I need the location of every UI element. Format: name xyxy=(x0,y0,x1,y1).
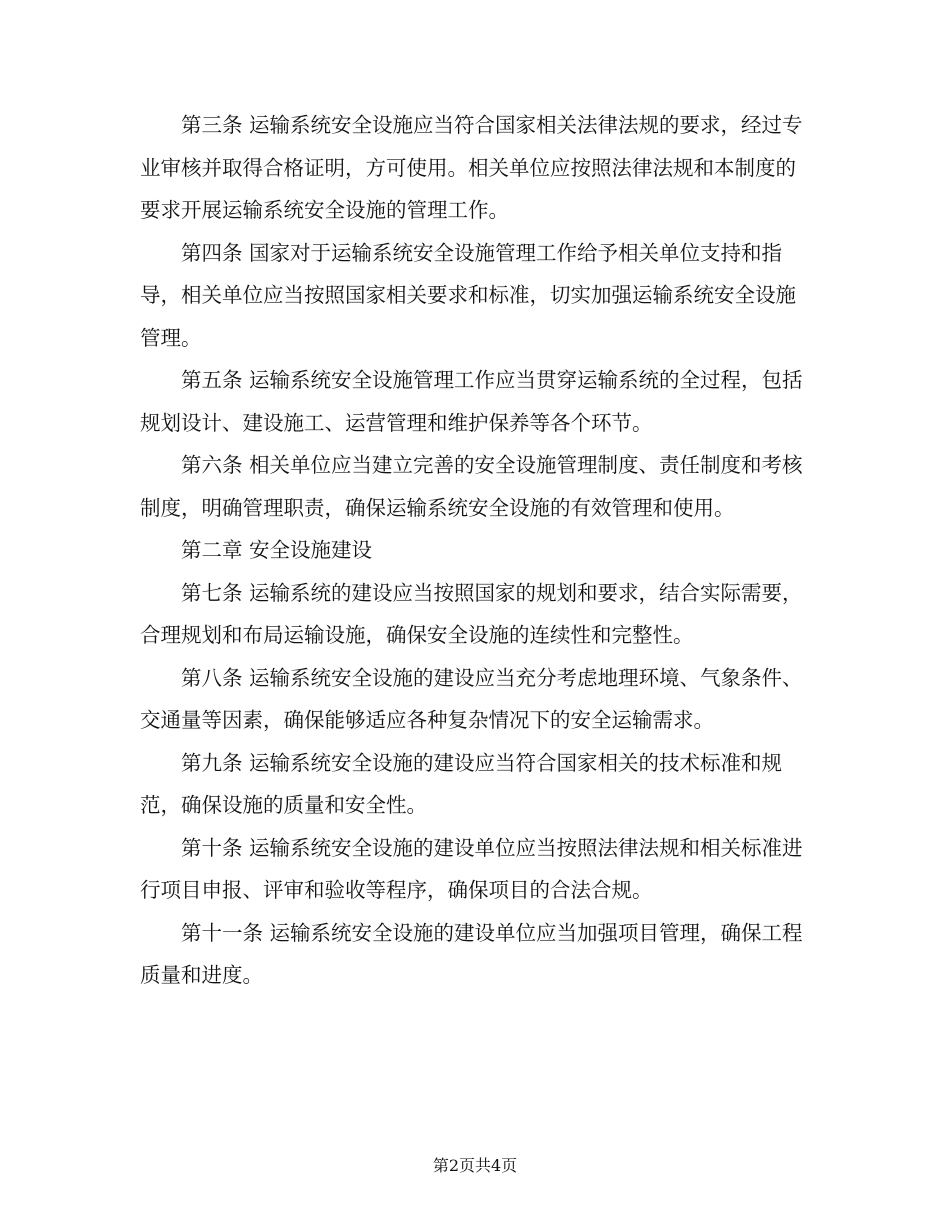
article-11-paragraph: 第十一条 运输系统安全设施的建设单位应当加强项目管理，确保工程质量和进度。 xyxy=(140,920,803,987)
document-body xyxy=(140,104,812,997)
article-7-paragraph: 第七条 运输系统的建设应当按照国家的规划和要求，结合实际需要，合理规划和布局运输设施，确保安全设施的连续性和完整性。 xyxy=(140,580,803,647)
article-9-paragraph: 第九条 运输系统安全设施的建设应当符合国家相关的技术标准和规范，确保设施的质量和安全性。 xyxy=(140,750,783,817)
article-8-paragraph: 第八条 运输系统安全设施的建设应当充分考虑地理环境、气象条件、交通量等因素，确保能够适应各种复杂情况下的安全运输需求。 xyxy=(140,665,803,732)
page-number: 第2页共4页 xyxy=(432,1156,518,1175)
article-4-paragraph: 第四条 国家对于运输系统安全设施管理工作给予相关单位支持和指导，相关单位应当按照国家相关要求和标准，切实加强运输系统安全设施管理。 xyxy=(140,240,796,350)
chapter-2-heading: 第二章 安全设施建设 xyxy=(181,538,373,562)
article-3-paragraph: 第三条 运输系统安全设施应当符合国家相关法律法规的要求，经过专业审核并取得合格证明，方可使用。相关单位应按照法律法规和本制度的要求开展运输系统安全设施的管理工作。 xyxy=(140,113,803,222)
article-5-paragraph: 第五条 运输系统安全设施管理工作应当贯穿运输系统的全过程，包括规划设计、建设施工、运营管理和维护保养等各个环节。 xyxy=(140,368,803,435)
article-10-paragraph: 第十条 运输系统安全设施的建设单位应当按照法律法规和相关标准进行项目申报、评审和验收等程序，确保项目的合法合规。 xyxy=(140,835,803,902)
article-6-paragraph: 第六条 相关单位应当建立完善的安全设施管理制度、责任制度和考核制度，明确管理职责，确保运输系统安全设施的有效管理和使用。 xyxy=(140,453,803,520)
